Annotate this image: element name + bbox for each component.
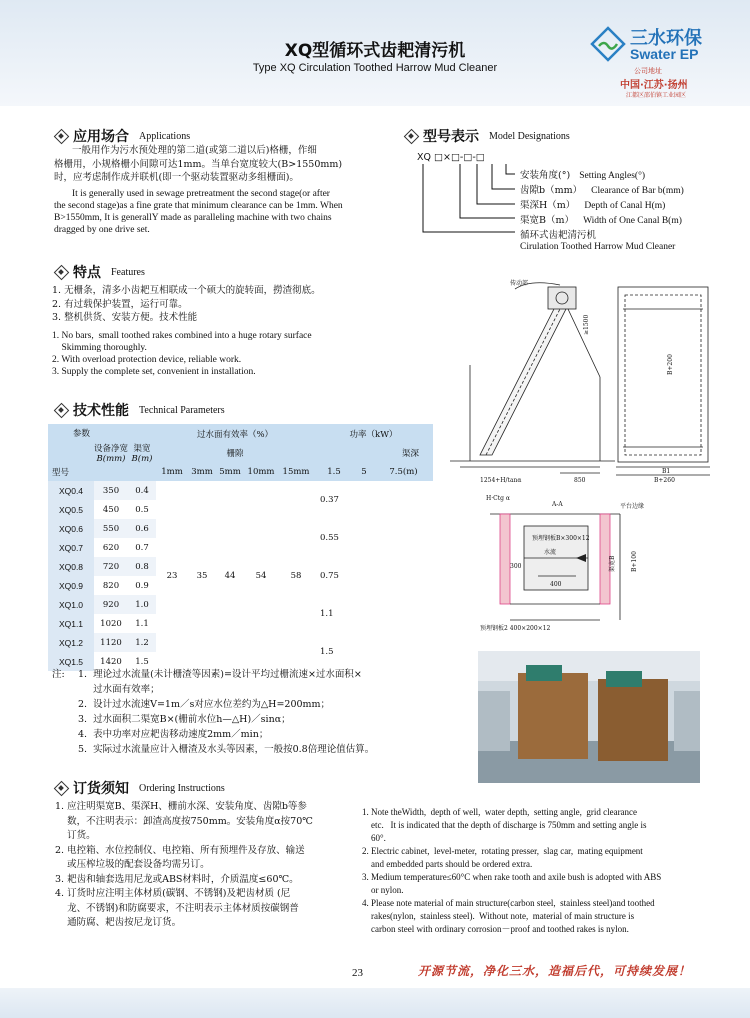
plan-view-drawing [480,492,720,642]
header-param-model: 参数 型号 [48,424,94,481]
model-item-name-cn: 循环式齿耙清污机 [520,230,597,241]
logo-icon [590,26,626,62]
header-width: 设备净宽 B(mm) [94,424,128,481]
label-b1: B1 [662,468,671,475]
label-b260: B+260 [654,477,675,484]
header-gap-3: 3mm [188,462,216,481]
table-row: XQ0.7 620 0.7 [48,538,433,557]
table-row: XQ1.2 1120 1.2 1.5 [48,633,433,652]
header-depth: 渠深 [314,443,433,462]
label-300: 300 [510,563,522,570]
footer-slogan: 开源节流，净化三水，造福后代，可持续发展！ [418,964,692,978]
ordering-list-en: 1. Note theWidth, depth of well, water depth, setting angle, grid clearance etc. It is indicated that the depth of discharge is 750mm and setting angle is 60°. 2. Electric cabinet, level-meter, rotating presser, slag car, mating equipment and embedded parts should be ordered extra. 3. Medium temperature≤60°C when rake tooth and axile bush is adopted with ABS or nylon. 4. Please note material of main structure(carbon steel, stainless steel)and toothed rakes(nylon, stainless steel). Without note, material of main structure is carbon steel with ordinary corrosion－proof and toothed rakes is nylon. [362,807,662,934]
label-1254: 1254+H/tanα [480,477,522,484]
ordering-heading: 订货须知 Ordering Instructions [55,778,225,798]
table-row: XQ1.0 920 1.0 1.1 [48,595,433,614]
label-hctg: H·Ctg α [486,495,510,502]
diamond-bullet-icon [405,130,417,142]
header-gap: 栅隙 [156,443,314,462]
page-title: XQ型循环式齿耙清污机 [284,41,466,61]
header-canal: 渠宽 B(m) [128,424,156,481]
logo-address-detail: 江都区邵伯镇工业园区 [626,92,687,99]
model-item-depth: 渠深H（m） Depth of Canal H(m) [520,200,666,211]
logo-address-label: 公司地址 [634,67,662,75]
notes-list: 注: 1. 理论过水流量(未计栅渣等因素)=设计平均过栅流速×过水面积× 过水面有效率； 2. 设计过水流速V=1m／s对应水位差约为△H=200mm； 3. 过水面积二渠宽B×(栅前水位h—△H)／sinα； 4. 表中功率对应耙齿移动速度2mm／min； 5. 实际过水流量应计入栅渣及水头等因素，一般按0.8倍理论值估算。 [52,669,375,755]
label-850: 850 [574,477,586,484]
header-depth-3: 7.5(m) [374,462,433,481]
footer-band [0,988,750,1018]
company-logo [590,20,740,100]
applications-text-cn: 一般用作为污水预处理的第二道(或第二道以后)格栅，作细 格栅用，小规格栅小间隙可达1mm。当单台宽度较大(B>1550mm) 时，应考虑制作成并联机(即一个驱动装置驱动多组栅面)。 [54,145,343,183]
logo-en: Swater EP [630,46,699,62]
label-plate2: 预埋钢板2 400×200×12 [480,625,551,632]
table-row: XQ0.6 550 0.6 0.55 [48,519,433,538]
header-depth-1: 1.5 [314,462,354,481]
label-plate1: 预埋钢板B×300×12 [532,535,590,542]
diamond-bullet-icon [55,782,67,794]
header-area: 过水面有效率（%） [156,424,314,443]
label-canal-b: 渠宽B [609,555,616,572]
model-item-clearance: 齿隙b（mm） Clearance of Bar b(mm) [520,185,684,196]
page-subtitle: Type XQ Circulation Toothed Harrow Mud Cleaner [252,62,498,74]
header-gap-5: 5mm [216,462,244,481]
label-400: 400 [550,581,562,588]
logo-cn: 三水环保 [630,28,702,49]
diamond-bullet-icon [55,130,67,142]
table-row: XQ0.9 820 0.9 [48,576,433,595]
model-code: XQ □×□-□-□ [417,152,485,163]
label-1500: ≥1500 [583,314,590,335]
applications-heading: 应用场合 Applications [55,126,190,146]
table-row: XQ0.4 350 0.4 23 35 44 54 58 0.37 [48,481,433,500]
label-b200: B+200 [667,354,674,375]
model-heading: 型号表示 Model Designations [405,126,570,146]
table-row: XQ1.5 1420 1.5 [48,652,433,671]
model-item-width: 渠宽B（m） Width of One Canal B(m) [520,215,682,226]
table-row: XQ0.8 720 0.8 0.75 [48,557,433,576]
label-b100: B+100 [631,551,638,572]
tech-heading: 技术性能 Technical Parameters [55,400,225,420]
page-number: 23 [352,967,363,979]
label-platform: 平台边缘 [620,503,645,510]
label-drive: 传动部 [510,280,529,287]
features-list-cn: 1. 无栅条，清多小齿耙互相联成一个硕大的旋转面，撈渣彻底。 2. 有过载保护装置，运行可靠。 3. 整机供货、安装方便。技术性能 [52,285,321,323]
features-heading: 特点 Features [55,262,145,282]
label-flow: 水流 [544,549,557,556]
model-item-angle: 安装角度(°) Setting Angles(°) [520,170,646,181]
ordering-list-cn: 1. 应注明渠宽B、渠深H、栅前水深、安装角度、齿隙b等参 数，不注明表示：卸渣高度按750mm。安装角度α按70℃ 订货。 2. 电控箱、水位控制仪、电控箱、所有预埋件及存放、输送 或压榨垃圾的配套设备均需另订。 3. 耙齿和轴套选用尼龙或ABS材料时，介质温度≤60℃。 4. 订货时应注明主体材质(碳钢、不锈钢)及耙齿材质 (尼 龙、不锈钢)和防腐要求，不注明表示主体材质按碳钢普 通防腐、耙齿按尼龙订货。 [55,801,313,928]
header-depth-2: 5 [354,462,374,481]
logo-address: 中国·江苏·扬州 [620,80,688,91]
header-power: 功率（kW） [314,424,433,443]
model-items [420,167,740,267]
diamond-bullet-icon [55,404,67,416]
diamond-bullet-icon [55,266,67,278]
applications-text-en: It is generally used in sewage pretreatment the second stage(or after the second stage)as a fine grate that minimum clearance can be 1mm. When B>1550mm, It is generallY made as paralleling machine with two chains dragged by one drive set. [54,189,343,235]
label-aa: A-A [552,501,563,508]
tech-params-table [48,424,433,671]
side-view-drawing [440,275,720,485]
features-list-en: 1. No bars, small toothed rakes combined into a huge rotary surface Skimming thoroughly. 2. With overload protection device, reliable work. 3. Supply the complete set, convenient in installation. [52,331,312,377]
header-gap-1: 1mm [156,462,188,481]
installation-photo [478,651,700,783]
table-row: XQ1.1 1020 1.1 [48,614,433,633]
header-gap-15: 15mm [278,462,314,481]
header-gap-10: 10mm [244,462,278,481]
table-row: XQ0.5 450 0.5 [48,500,433,519]
model-item-name-en: Cirulation Toothed Harrow Mud Cleaner [520,242,676,252]
